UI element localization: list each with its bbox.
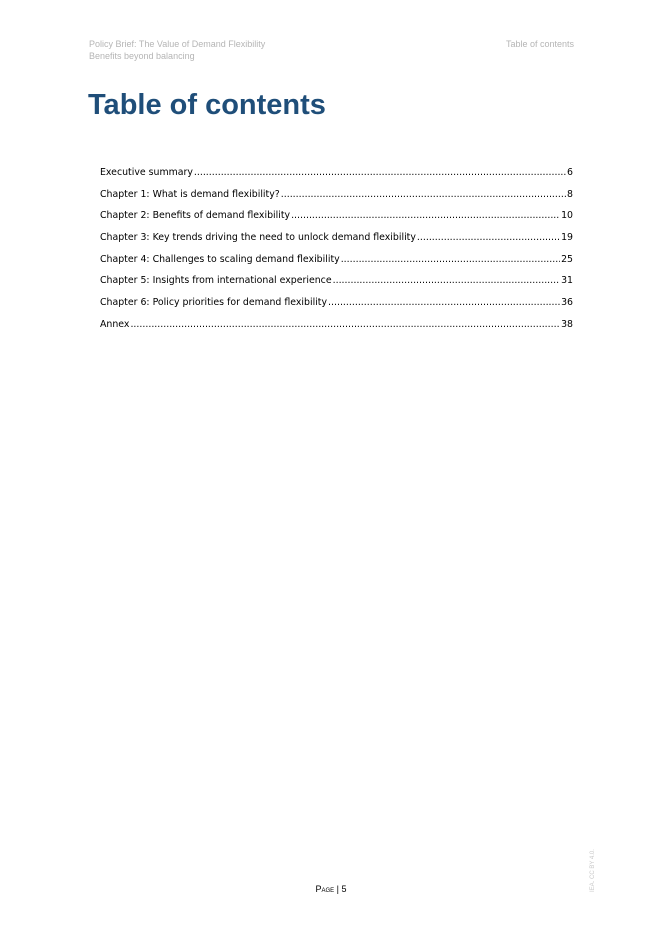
toc-entry-executive-summary[interactable] bbox=[100, 167, 573, 189]
toc-dot-leader bbox=[130, 319, 560, 330]
toc-entry-title: Executive summary bbox=[100, 167, 193, 178]
toc-entry-title: Chapter 2: Benefits of demand flexibility bbox=[100, 210, 291, 222]
footer-page-label: Page bbox=[315, 884, 335, 894]
toc-entry-page: 38 bbox=[561, 318, 573, 330]
toc-dot-leader bbox=[281, 189, 566, 200]
footer-separator: | bbox=[336, 884, 339, 894]
toc-entry-chapter-1[interactable] bbox=[100, 189, 573, 211]
toc-entry-title: Chapter 1: What is demand flexibility? bbox=[100, 188, 280, 200]
toc-entry-chapter-6[interactable] bbox=[100, 297, 573, 319]
toc-entry-page: 8 bbox=[567, 188, 573, 200]
toc-dot-leader bbox=[341, 254, 560, 265]
toc-entry-title: Chapter 6: Policy priorities for demand flexibility bbox=[100, 297, 328, 309]
table-of-contents bbox=[100, 167, 573, 341]
running-header-left bbox=[89, 38, 265, 62]
toc-entry-page: 19 bbox=[561, 232, 573, 244]
header-document-title: Policy Brief: The Value of Demand Flexibility bbox=[89, 39, 266, 49]
toc-entry-title: Chapter 3: Key trends driving the need to unlock demand flexibility bbox=[100, 232, 416, 244]
toc-dot-leader bbox=[328, 297, 560, 308]
toc-entry-page: 10 bbox=[561, 210, 573, 222]
toc-entry-title: Chapter 4: Challenges to scaling demand flexibility bbox=[100, 253, 340, 265]
toc-dot-leader bbox=[194, 167, 566, 178]
toc-dot-leader bbox=[333, 275, 560, 286]
toc-entry-annex[interactable] bbox=[100, 319, 573, 341]
license-text: IEA. CC BY 4.0. bbox=[590, 849, 596, 892]
toc-entry-page: 36 bbox=[561, 297, 573, 309]
toc-entry-chapter-2[interactable] bbox=[100, 210, 573, 232]
toc-entry-chapter-4[interactable] bbox=[100, 254, 573, 276]
toc-dot-leader bbox=[291, 210, 560, 221]
toc-entry-page: 6 bbox=[567, 167, 573, 178]
toc-entry-chapter-5[interactable] bbox=[100, 275, 573, 297]
header-section-name: Table of contents bbox=[505, 39, 574, 49]
page-footer bbox=[0, 884, 662, 894]
toc-entry-title: Chapter 5: Insights from international experience bbox=[100, 275, 332, 287]
toc-dot-leader bbox=[417, 232, 560, 243]
footer-page-number: 5 bbox=[341, 884, 347, 894]
toc-entry-page: 31 bbox=[561, 275, 573, 287]
toc-entry-chapter-3[interactable] bbox=[100, 232, 573, 254]
toc-entry-page: 25 bbox=[561, 253, 573, 265]
header-document-subtitle: Benefits beyond balancing bbox=[89, 51, 195, 61]
toc-entry-title: Annex bbox=[100, 318, 130, 330]
page-title: Table of contents bbox=[88, 89, 326, 121]
